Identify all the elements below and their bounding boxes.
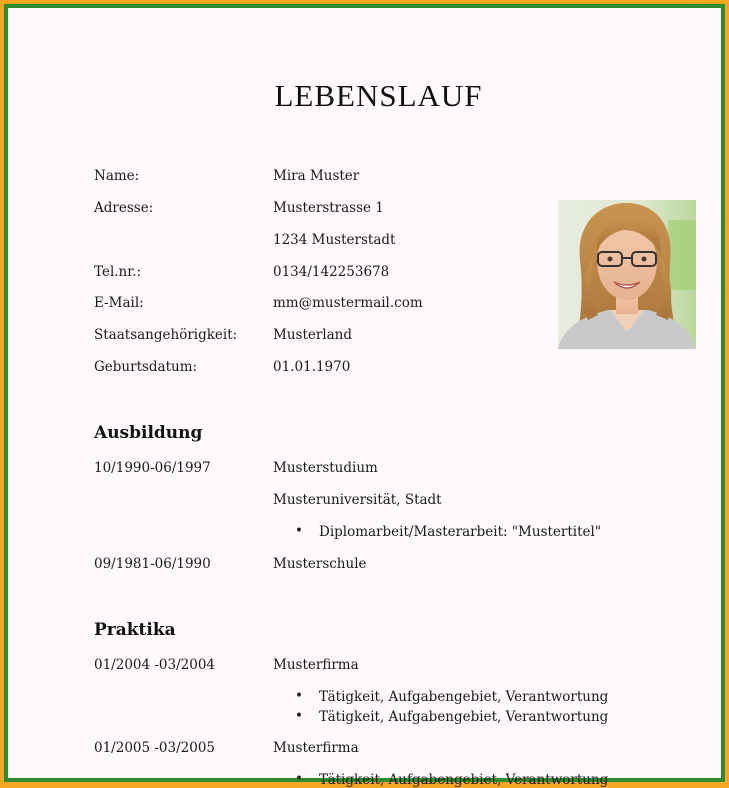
ausbildung-line-2: Musteruniversität, Stadt: [273, 492, 442, 508]
value-email: mm@mustermail.com: [273, 295, 423, 311]
value-nationality: Musterland: [273, 327, 353, 343]
praktika-company-1: Musterfirma: [273, 657, 359, 673]
praktika-company-2: Musterfirma: [273, 740, 359, 756]
value-street: Musterstrasse 1: [273, 200, 384, 216]
praktika-period-2: 01/2005 -03/2005: [94, 740, 216, 756]
document-title: LEBENSLAUF: [274, 78, 483, 113]
section-heading-ausbildung: Ausbildung: [94, 423, 203, 443]
label-birthdate: Geburtsdatum:: [94, 359, 198, 375]
value-phone: 0134/142253678: [273, 264, 390, 280]
praktika-period-1: 01/2004 -03/2004: [94, 657, 216, 673]
label-address: Adresse:: [94, 200, 154, 216]
portrait-photo: [558, 200, 696, 349]
portrait-illustration: [558, 200, 696, 349]
cv-page: [8, 8, 721, 788]
ausbildung-period-1: 10/1990-06/1997: [94, 460, 211, 476]
section-heading-praktika: Praktika: [94, 620, 176, 640]
label-email: E-Mail:: [94, 295, 144, 311]
ausbildung-period-2: 09/1981-06/1990: [94, 556, 211, 572]
praktika-bullet-3: • Tätigkeit, Aufgabengebiet, Verantwortung: [298, 772, 608, 788]
label-nationality: Staatsangehörigkeit:: [94, 327, 238, 343]
praktika-bullet-2: • Tätigkeit, Aufgabengebiet, Verantwortung: [298, 709, 608, 725]
label-name: Name:: [94, 168, 140, 184]
ausbildung-line-3: Musterschule: [273, 556, 367, 572]
value-city: 1234 Musterstadt: [273, 232, 396, 248]
value-birthdate: 01.01.1970: [273, 359, 351, 375]
label-phone: Tel.nr.:: [94, 264, 142, 280]
ausbildung-line-1: Musterstudium: [273, 460, 378, 476]
praktika-bullet-1: • Tätigkeit, Aufgabengebiet, Verantwortung: [298, 689, 608, 705]
ausbildung-bullet-1: • Diplomarbeit/Masterarbeit: "Mustertitel": [298, 524, 601, 540]
value-name: Mira Muster: [273, 168, 360, 184]
